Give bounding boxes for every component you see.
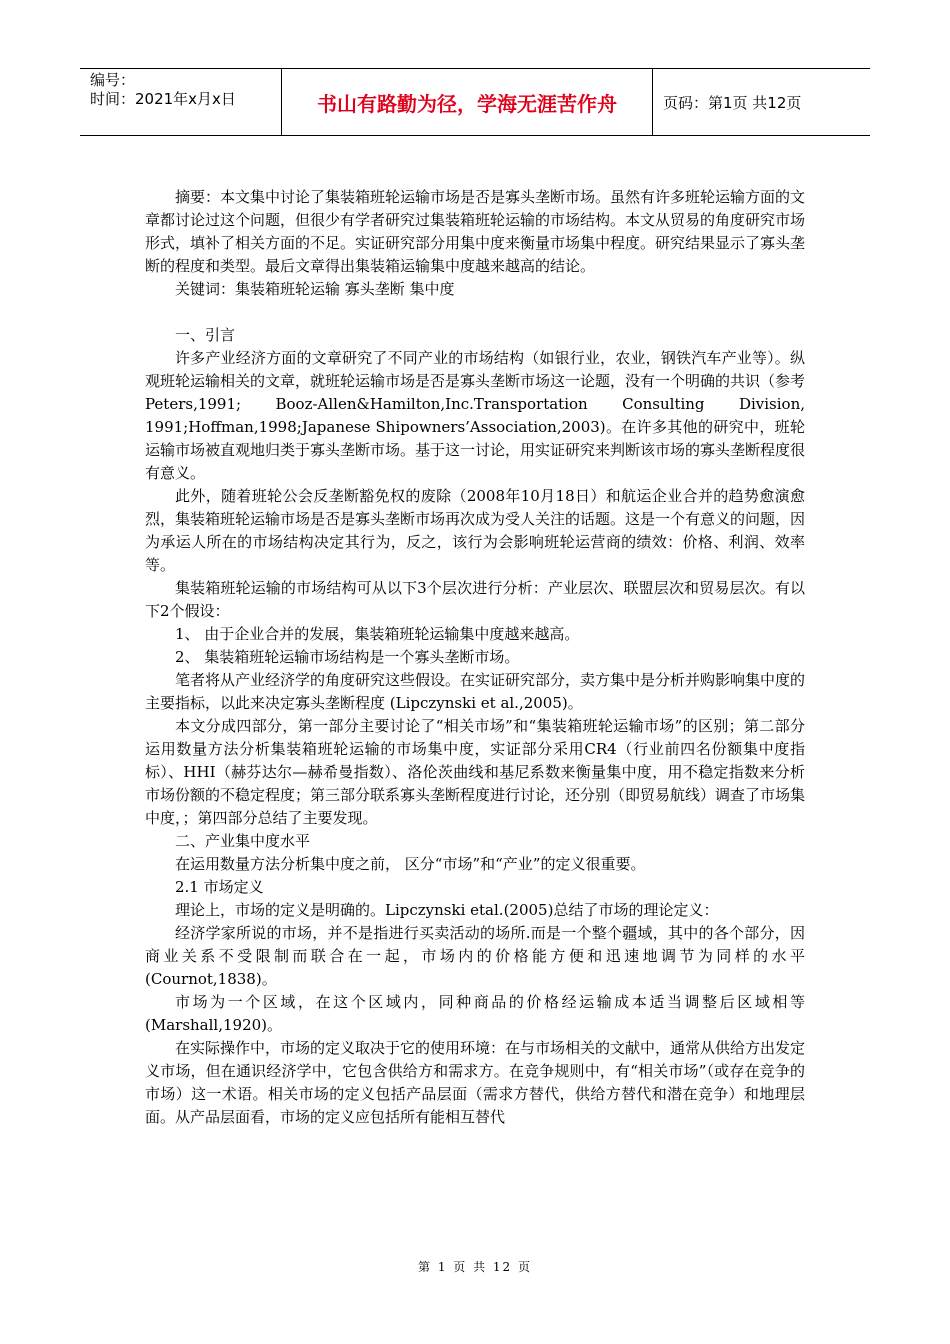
- hypothesis-item: 1、 由于企业合并的发展，集装箱班轮运输集中度越来越高。: [175, 625, 580, 643]
- abstract-paragraph: 摘要：本文集中讨论了集装箱班轮运输市场是否是寡头垄断市场。虽然有许多班轮运输方面的文章都讨论过这个问题，但很少有学者研究过集装箱班轮运输的市场结构。本文从贸易的角度研究市场形式，填补了相关方面的不足。实证研究部分用集中度来衡量市场集中程度。研究结果显示了寡头垄断的程度和类型。最后文章得出集装箱运输集中度越来越高的结论。: [145, 188, 806, 275]
- body-paragraph: 集装箱班轮运输的市场结构可从以下3个层次进行分析：产业层次、联盟层次和贸易层次。有以下2个假设：: [145, 579, 805, 620]
- hypothesis-item: 2、 集装箱班轮运输市场结构是一个寡头垄断市场。: [175, 648, 520, 666]
- page-footer: [0, 1258, 950, 1275]
- body-paragraph: 笔者将从产业经济学的角度研究这些假设。在实证研究部分，卖方集中是分析并购影响集中度的主要指标，以此来决定寡头垄断程度 (Lipczynski et al.,2005)。: [145, 671, 806, 712]
- header-meta-cell: [80, 69, 282, 135]
- body-paragraph: 此外，随着班轮公会反垄断豁免权的废除（2008年10月18日）和航运企业合并的趋势愈演愈烈，集装箱班轮运输市场是否是寡头垄断市场再次成为受人关注的话题。这是一个有意义的问题，因为承运人所在的市场结构决定其行为，反之，该行为会影响班轮运营商的绩效：价格、利润、效率等。: [145, 487, 806, 574]
- body-paragraph: 在实际操作中，市场的定义取决于它的使用环境：在与市场相关的文献中，通常从供给方出发定义市场，但在通识经济学中，它包含供给方和需求方。在竞争规则中，有“相关市场”（或存在竞争的市场）这一术语。相关市场的定义包括产品层面（需求方替代，供给方替代和潜在竞争）和地理层面。从产品层面看，市场的定义应包括所有能相互替代: [145, 1039, 806, 1126]
- footer-page-number: 第 1 页 共 12 页: [418, 1260, 532, 1274]
- header-motto: 书山有路勤为径，学海无涯苦作舟: [317, 91, 617, 116]
- quote-paragraph: 市场为一个区域，在这个区域内，同种商品的价格经运输成本适当调整后区域相等(Marshall,1920)。: [145, 993, 805, 1034]
- quote-paragraph: 经济学家所说的市场，并不是指进行买卖活动的场所.而是一个整个疆域，其中的各个部分，因商业关系不受限制而联合在一起，市场内的价格能方便和迅速地调节为同样的水平(Cournot,1838)。: [145, 924, 805, 988]
- page-header: [80, 68, 870, 136]
- subsection-heading-market-definition: 2.1 市场定义: [175, 878, 264, 896]
- body-paragraph: 在运用数量方法分析集中度之前， 区分“市场”和“产业”的定义很重要。: [175, 855, 646, 873]
- section-heading-concentration: 二、产业集中度水平: [175, 832, 311, 850]
- keywords-line: 关键词：集装箱班轮运输 寡头垄断 集中度: [175, 280, 455, 298]
- document-body: [145, 186, 805, 1129]
- section-heading-introduction: 一、引言: [175, 326, 236, 344]
- blank-line: [145, 301, 805, 324]
- header-page-cell: [653, 69, 870, 135]
- header-time-label: 时间：2021年x月x日: [90, 90, 236, 108]
- header-motto-cell: [282, 69, 653, 135]
- header-number-label: 编号：: [90, 71, 136, 89]
- body-paragraph: 本文分成四部分，第一部分主要讨论了“相关市场”和“集装箱班轮运输市场”的区别；第二部分运用数量方法分析集装箱班轮运输的市场集中度，实证部分采用CR4（行业前四名份额集中度指标）、HHI（赫芬达尔—赫希曼指数）、洛伦茨曲线和基尼系数来衡量集中度，用不稳定指数来分析市场份额的不稳定程度；第三部分联系寡头垄断程度进行讨论，还分别（即贸易航线）调查了市场集中度，；第四部分总结了主要发现。: [145, 717, 806, 827]
- body-paragraph: 理论上，市场的定义是明确的。Lipczynski etal.(2005)总结了市场的理论定义：: [175, 901, 719, 919]
- body-paragraph: 许多产业经济方面的文章研究了不同产业的市场结构（如银行业，农业，钢铁汽车产业等）。纵观班轮运输相关的文章，就班轮运输市场是否是寡头垄断市场这一论题，没有一个明确的共识（参考Peters,1991; Booz-Allen&Hamilton,Inc.Transportation Consulting Division, 1991;Hoffman,1998;Japanese Shipowners’Association,2003)。在许多其他的研究中，班轮运输市场被直观地归类于寡头垄断市场。基于这一讨论，用实证研究来判断该市场的寡头垄断程度很有意义。: [145, 349, 806, 482]
- header-page-info: 页码：第1页 共12页: [663, 93, 802, 112]
